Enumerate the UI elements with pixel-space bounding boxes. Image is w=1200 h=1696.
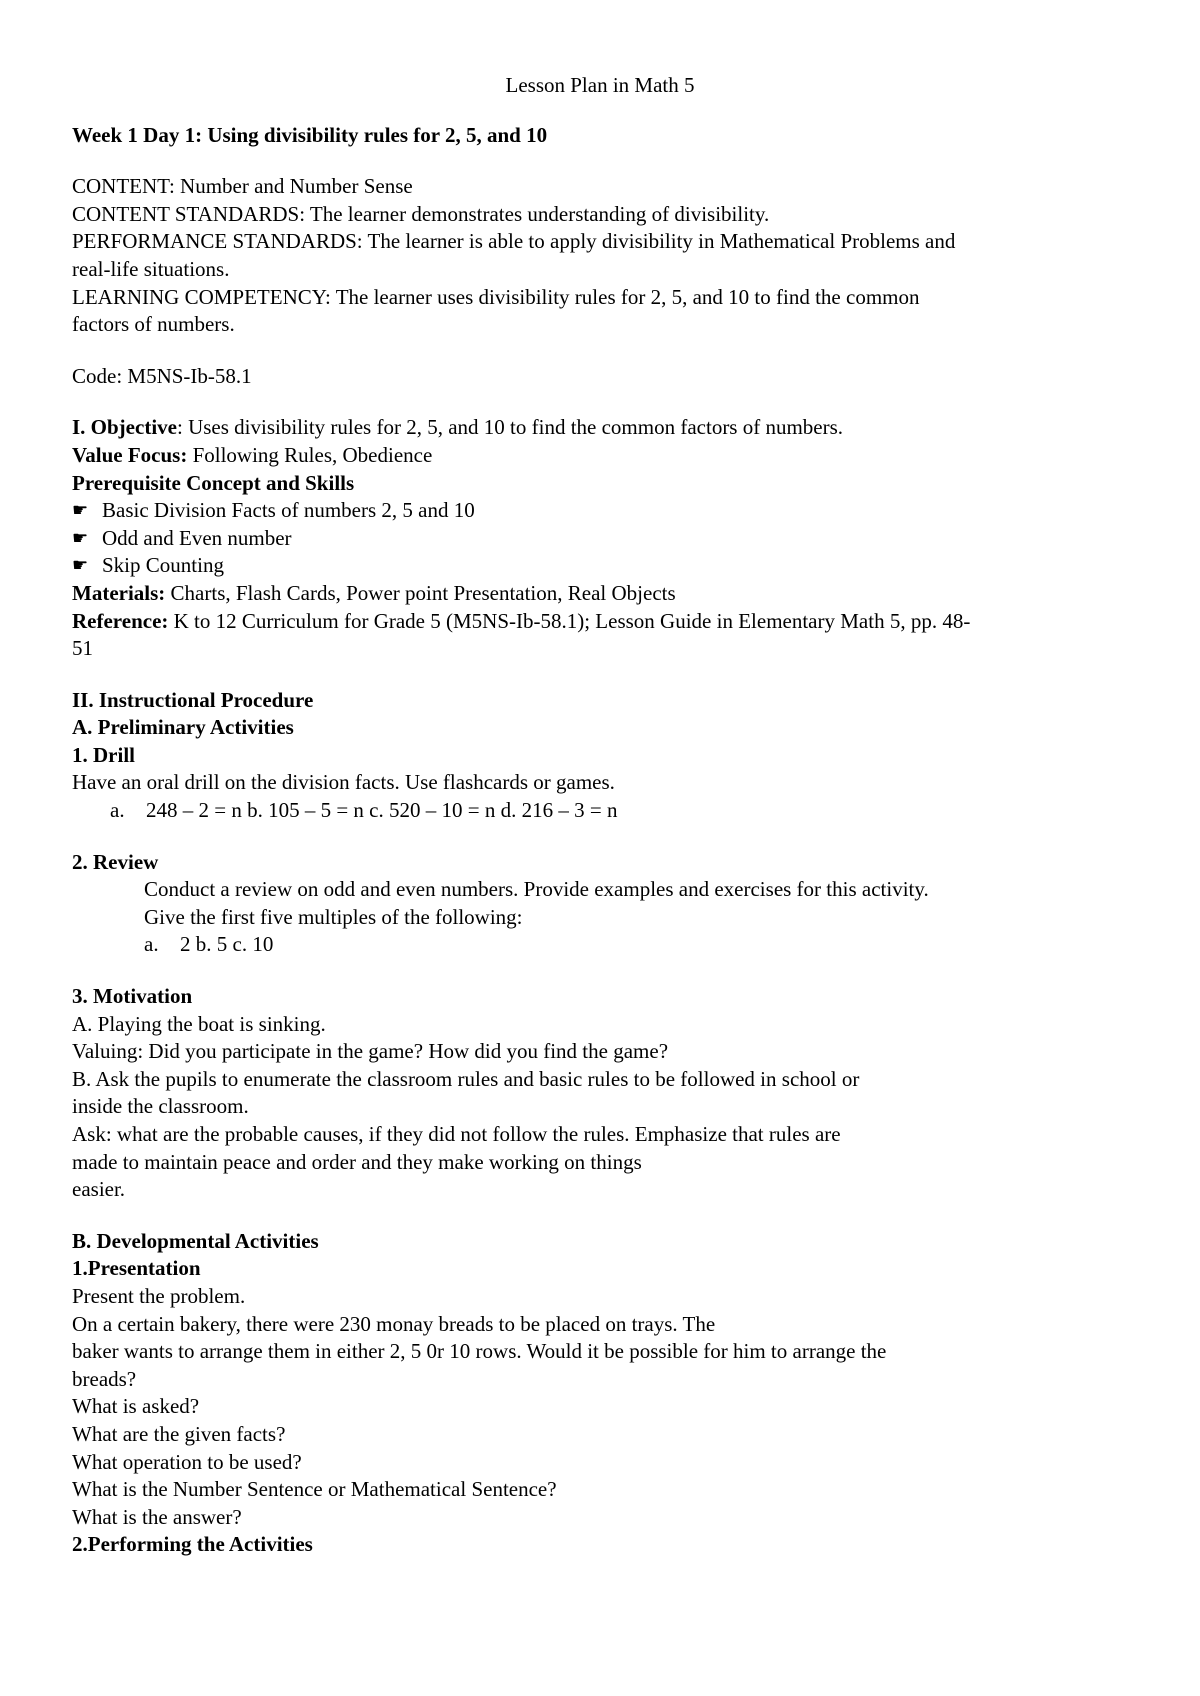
- objective-text: : Uses divisibility rules for 2, 5, and 10 to find the common factors of numbers.: [176, 415, 844, 440]
- review-items: a. 2 b. 5 c. 10: [144, 932, 274, 957]
- drill-heading: 1. Drill: [72, 742, 135, 767]
- value-focus: [72, 442, 1122, 470]
- procedure-heading: II. Instructional Procedure: [72, 687, 314, 712]
- question-item: What is the answer?: [72, 1504, 242, 1529]
- review-text: Conduct a review on odd and even numbers. Provide examples and exercises for this activity.: [144, 877, 929, 902]
- preliminary-heading: A. Preliminary Activities: [72, 715, 294, 740]
- motivation-valuing: Valuing: Did you participate in the game? How did you find the game?: [72, 1039, 669, 1064]
- document-page: [72, 72, 1122, 1559]
- prerequisite-item: ☛ Odd and Even number: [72, 525, 1122, 553]
- review-multiples: Give the first five multiples of the following:: [144, 904, 523, 929]
- motivation-heading: 3. Motivation: [72, 984, 193, 1009]
- performance-standards: PERFORMANCE STANDARDS: The learner is able to apply divisibility in Mathematical Problems and real-life situations.: [72, 229, 956, 281]
- content-line: CONTENT: Number and Number Sense: [72, 174, 413, 199]
- question-item: What is the Number Sentence or Mathematical Sentence?: [72, 1477, 557, 1502]
- lesson-code: Code: M5NS-Ib-58.1: [72, 363, 252, 388]
- learning-competency: LEARNING COMPETENCY: The learner uses divisibility rules for 2, 5, and 10 to find the common factors of numbers.: [72, 284, 920, 337]
- value-focus-text: Following Rules, Obedience: [187, 442, 433, 467]
- content-standards: CONTENT STANDARDS: The learner demonstrates understanding of divisibility.: [72, 201, 770, 226]
- lesson-title: Week 1 Day 1: Using divisibility rules for 2, 5, and 10: [72, 122, 548, 147]
- presentation-heading: 1.Presentation: [72, 1256, 201, 1281]
- pointing-hand-icon: ☛: [72, 500, 89, 521]
- materials-label: Materials:: [72, 580, 166, 605]
- prerequisite-heading: Prerequisite Concept and Skills: [72, 470, 355, 495]
- objective: [72, 414, 1122, 442]
- materials-text: Charts, Flash Cards, Power point Presentation, Real Objects: [165, 580, 676, 605]
- prerequisite-item: ☛ Skip Counting: [72, 552, 1122, 580]
- pointing-hand-icon: ☛: [72, 555, 89, 576]
- performing-heading: 2.Performing the Activities: [72, 1532, 313, 1557]
- problem-line-2: baker wants to arrange them in either 2, 5 0r 10 rows. Would it be possible for him to arrange the breads?: [72, 1339, 887, 1391]
- question-item: What operation to be used?: [72, 1449, 302, 1474]
- materials: [72, 580, 1122, 608]
- motivation-a: A. Playing the boat is sinking.: [72, 1011, 326, 1036]
- question-item: What are the given facts?: [72, 1421, 286, 1446]
- drill-items: a. 248 – 2 = n b. 105 – 5 = n c. 520 – 10 = n d. 216 – 3 = n: [110, 798, 618, 823]
- review-heading: 2. Review: [72, 849, 159, 874]
- reference-label: Reference:: [72, 608, 169, 633]
- question-item: What is asked?: [72, 1394, 200, 1419]
- motivation-ask: Ask: what are the probable causes, if they did not follow the rules. Emphasize that rules are made to maintain peace and order and they make working on things: [72, 1122, 841, 1174]
- drill-text: Have an oral drill on the division facts. Use flashcards or games.: [72, 770, 615, 795]
- objective-label: I. Objective: [72, 415, 177, 440]
- motivation-ask-end: easier.: [72, 1177, 126, 1202]
- reference: [72, 608, 972, 663]
- problem-line-1: On a certain bakery, there were 230 monay breads to be placed on trays. The: [72, 1311, 716, 1336]
- present-problem: Present the problem.: [72, 1283, 246, 1308]
- reference-text: K to 12 Curriculum for Grade 5 (M5NS-Ib-58.1); Lesson Guide in Elementary Math 5, pp. 48-51: [72, 608, 971, 661]
- value-focus-label: Value Focus:: [72, 442, 188, 467]
- motivation-b: B. Ask the pupils to enumerate the classroom rules and basic rules to be followed in school or inside the classroom.: [72, 1066, 860, 1119]
- pointing-hand-icon: ☛: [72, 527, 89, 548]
- document-title: Lesson Plan in Math 5: [505, 73, 695, 97]
- prerequisite-item: ☛ Basic Division Facts of numbers 2, 5 and 10: [72, 497, 1122, 525]
- developmental-heading: B. Developmental Activities: [72, 1228, 319, 1253]
